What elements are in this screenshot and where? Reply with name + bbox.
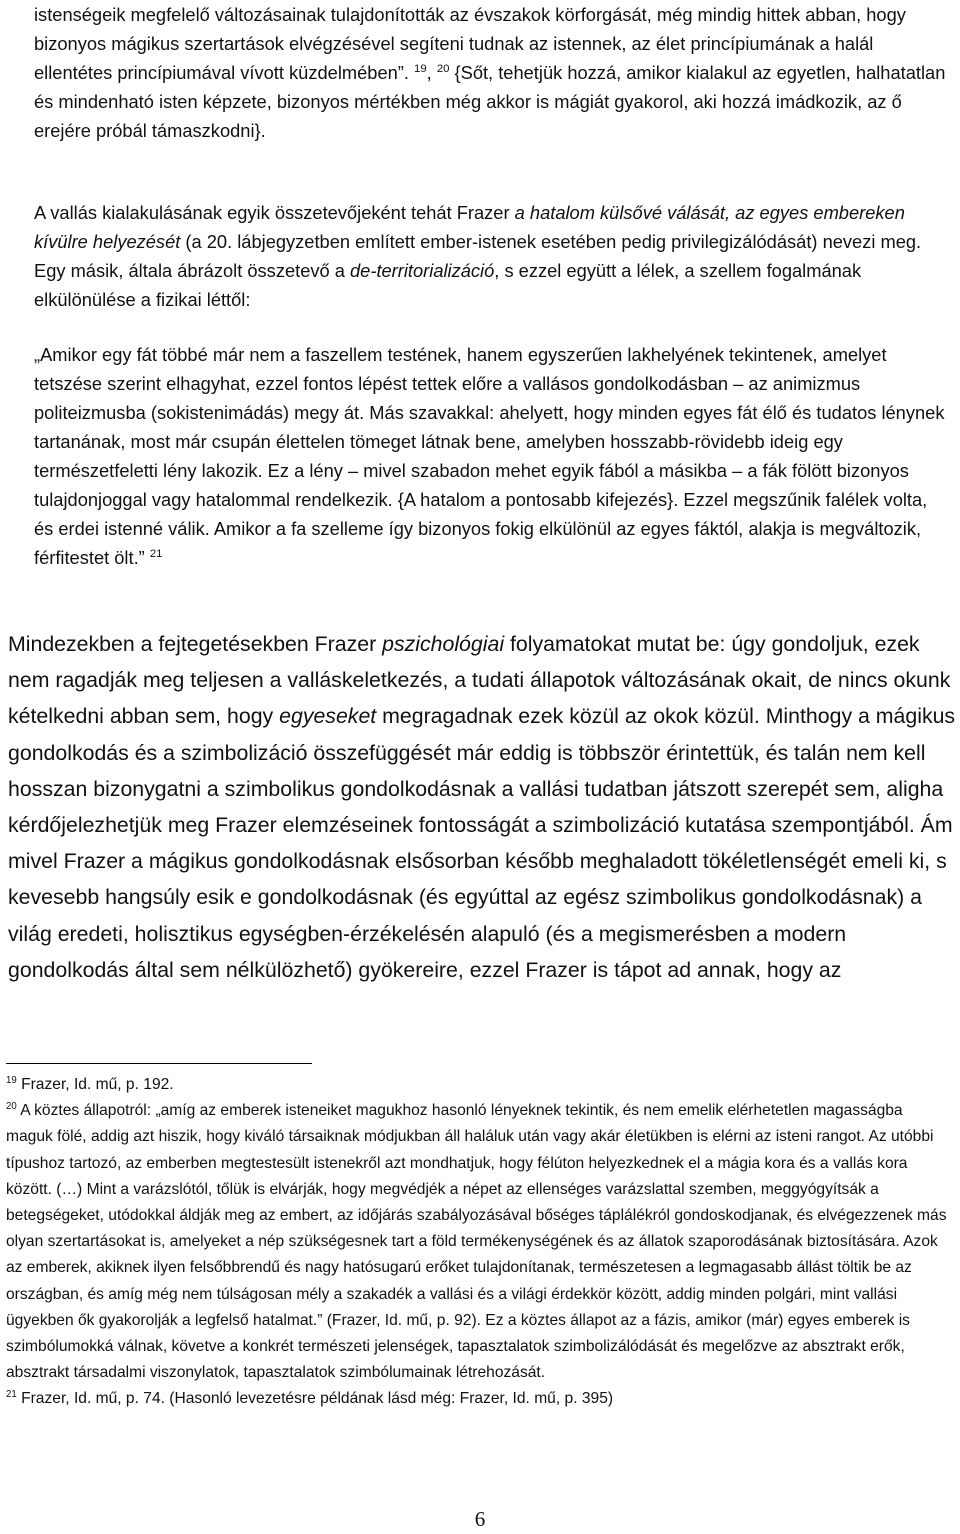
- footnote-ref-21[interactable]: 21: [149, 547, 163, 560]
- footnote-21: [6, 1386, 952, 1412]
- footnote-ref-20[interactable]: 20: [436, 62, 450, 75]
- paragraph-3-text-c: megragadnak ezek közül az okok közül. Minthogy a mágikus gondolkodás és a szimbolizáció összefüggését már eddig is többször érintettük, és talán nem kell hosszan bizonygatni a szimbolikus gondolkodásnak a vallási tudatban játszott szerepét sem, aligha kérdőjelezhetjük meg Frazer elemzéseinek fontosságát a szimbolizáció kutatása szempontjából. Ám mivel Frazer a mágikus gondolkodásnak elsősorban később meghaladott tökéletlenségét emeli ki, s kevesebb hangsúly esik e gondolkodásnak (és egyúttal az egész szimbolikus gondolkodásnak) a világ eredeti, holisztikus egységben-érzékelésén alapuló (és a megismerésben a modern gondolkodás által sem nélkülözhető) gyökereire, ezzel Frazer is tápot ad annak, hogy az: [8, 704, 956, 982]
- footnote-19-number: 19: [6, 1074, 17, 1086]
- footnote-19: [6, 1072, 952, 1098]
- block-quote: [34, 340, 946, 572]
- footnote-20: [6, 1098, 952, 1386]
- paragraph-3-text-b: folyamatokat mutat be: úgy gondoljuk, ezek nem ragadják meg teljesen a valláskeletkezés, a tudati állapotok változásának okait, de nincs okunk kételkedni abban sem, hogy: [8, 632, 951, 729]
- paragraph-1: [34, 0, 946, 145]
- ref-separator: ,: [426, 62, 437, 83]
- paragraph-1-text-b: {Sőt, tehetjük hozzá, amikor kialakul az egyetlen, halhatatlan és mindenható isten képzete, bizonyos mértékben még akkor is mágiát gyakorol, aki hozzá imádkozik, az ő erejére próbál támaszkodni}.: [34, 62, 946, 141]
- paragraph-2-text-c: , s ezzel együtt a lélek, a szellem fogalmának elkülönülése a fizikai léttől:: [34, 260, 862, 310]
- paragraph-2-text-b: (a 20. lábjegyzetben említett ember-istenek esetében pedig privilegizálódását) nevezi meg. Egy másik, általa ábrázolt összetevő a: [34, 231, 922, 281]
- footnote-19-text: Frazer, Id. mű, p. 192.: [16, 1076, 174, 1093]
- paragraph-3-emphasis-1: pszichológiai: [382, 632, 505, 656]
- footnote-20-text: A köztes állapotról: „amíg az emberek isteneiket magukhoz hasonló lényeknek tekintik, és nem emelik elérhetetlen magasságba maguk fölé, addig azt hiszik, hogy kiváló társaiknak módjukban áll haláluk után vagy akár életükben is elérni az isteni rangot. Az utóbbi típushoz tartozó, az emberben megtestesült istenekről azt mondhatjuk, hogy félúton helyezkednek el a mágia kora és a vallás kora között. (…) Mint a varázslótól, tőlük is elvárják, hogy megvédjék a népet az ellenséges varázslattal szemben, meggyógyítsák a betegségeket, utódokkal áldják meg az embert, az időjárás szabályozásával bőséges táplálékról gondoskodjanak, és elvégezzenek más olyan szertartásokat is, amelyeket a nép szükségesnek tart a föld termékenységének és az állatok szaporodásának biztosítására. Azok az emberek, akiknek ilyen felsőbbrendű és nagy hatósugarú erőket tulajdonítanak, természetesen a legmagasabb állást töltik be az országban, és amíg még nem túlságosan mély a szakadék a vallási és a világi érdekkör között, addig minden polgári, mint vallási ügyekben ők gyakorolják a legfelső hatalmat.” (Frazer, Id. mű, p. 92). Ez a köztes állapot az a fázis, amikor (már) egyes emberek is szimbólumokká válnak, követve a konkrét természeti jelenségek, tapasztalatok szimbolizálódását és megelőzve az absztrakt erők, absztrakt társadalmi viszonylatok, tapasztalatok szimbólumainak létrehozását.: [6, 1102, 947, 1382]
- paragraph-1-text-a: istenségeik megfelelő változásainak tulajdonították az évszakok körforgását, még mindig hittek abban, hogy bizonyos mágikus szertartások elvégzésével segíteni tudnak az istennek, az élet princípiumának a halál ellentétes princípiumával vívott küzdelmében”.: [34, 4, 906, 83]
- block-quote-text: „Amikor egy fát többé már nem a faszellem testének, hanem egyszerűen lakhelyének tekintenek, amelyet tetszése szerint elhagyhat, ezzel fontos lépést tettek előre a vallásos gondolkodásban – az animizmus politeizmusba (sokistenimádás) megy át. Más szavakkal: ahelyett, hogy minden egyes fát élő és tudatos lénynek tartanának, most már csupán élettelen tömeget látnak bene, amelyben hosszabb-rövidebb ideig egy természetfeletti lény lakozik. Ez a lény – mivel szabadon mehet egyik fából a másikba – a fák fölött bizonyos tulajdonjoggal vagy hatalommal rendelkezik. {A hatalom a pontosabb kifejezés}. Ezzel megszűnik falélek volta, és erdei istenné válik. Amikor a fa szelleme így bizonyos fokig elkülönül az egyes fáktól, alakja is megváltozik, férfitestet ölt.”: [34, 344, 945, 568]
- footnote-21-number: 21: [6, 1389, 17, 1401]
- footnote-ref-19[interactable]: 19: [414, 62, 427, 75]
- paragraph-3-emphasis-2: egyeseket: [279, 704, 377, 729]
- paragraph-2-emphasis-1: a hatalom külsővé válását, az egyes embereken kívülre helyezését: [34, 202, 905, 252]
- footnote-separator: [6, 1063, 312, 1064]
- footnote-20-number: 20: [6, 1101, 17, 1113]
- paragraph-3-text-a: Mindezekben a fejtegetésekben Frazer: [8, 632, 383, 656]
- footnotes: [6, 1072, 952, 1413]
- page-number: 6: [474, 1507, 486, 1531]
- paragraph-2-emphasis-2: de-territorializáció: [350, 260, 495, 281]
- paragraph-3: [8, 626, 956, 988]
- paragraph-2: [34, 198, 946, 314]
- footnote-21-text: Frazer, Id. mű, p. 74. (Hasonló levezetésre példának lásd még: Frazer, Id. mű, p. 395): [16, 1390, 614, 1408]
- paragraph-2-text-a: A vallás kialakulásának egyik összetevőjeként tehát Frazer: [34, 202, 515, 223]
